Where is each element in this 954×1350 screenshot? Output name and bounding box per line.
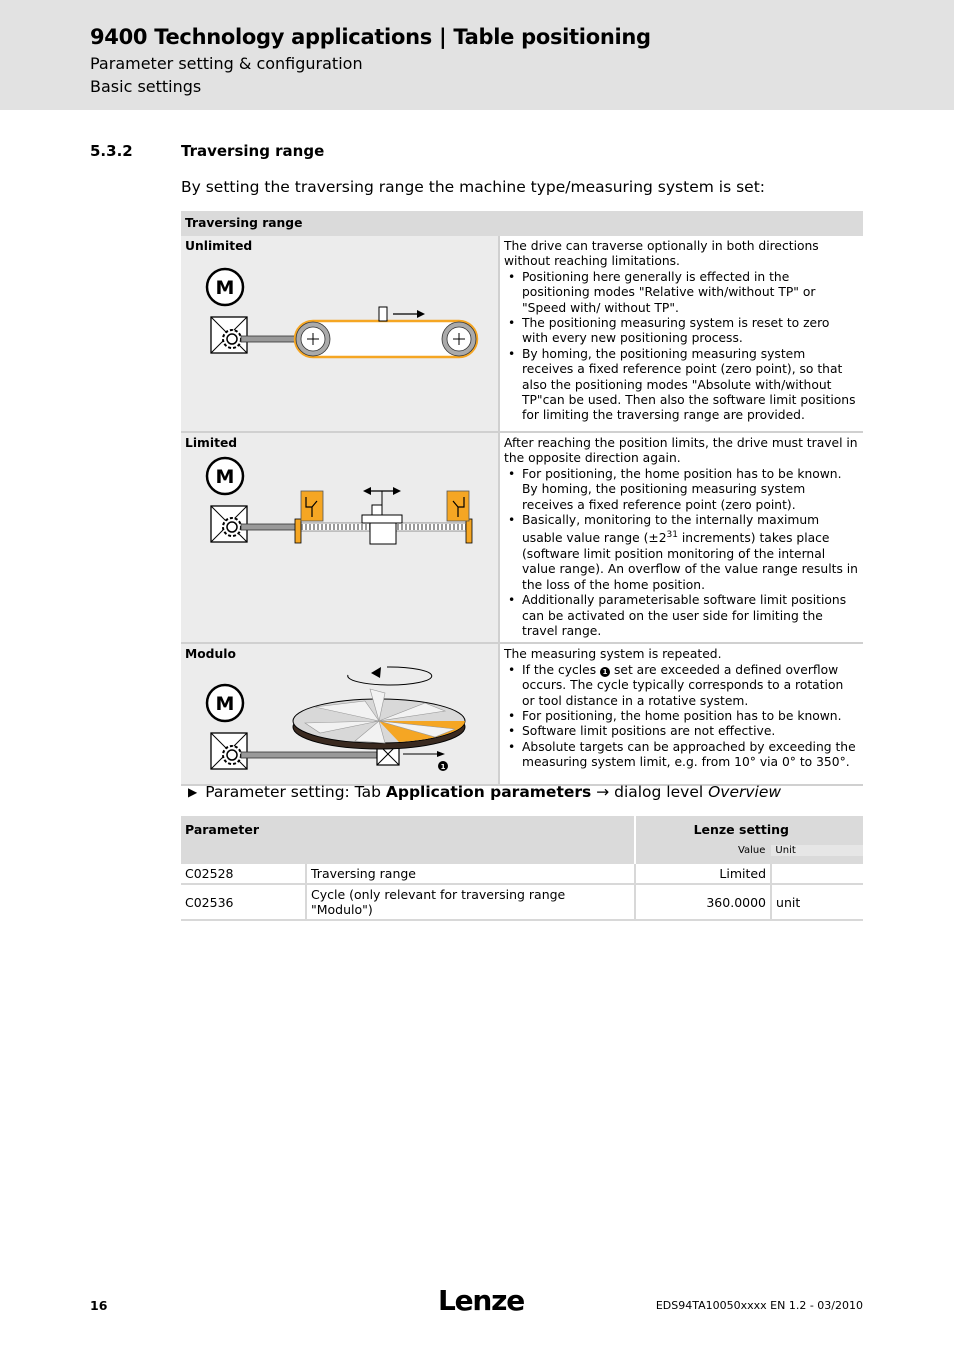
page-number: 16 (90, 1298, 108, 1313)
list-item: • For positioning, the home position has to be known. (522, 709, 859, 724)
overflow-marker-icon: 1 (600, 667, 610, 677)
modulo-intro: The measuring system is repeated. (504, 647, 722, 662)
overflow-marker-label: 1 (440, 762, 446, 771)
list-item: • Additionally parameterisable software limit positions can be activated on the user side for limiting the travel range. (522, 593, 859, 639)
row-label-limited: Limited (185, 436, 238, 450)
list-item: • For positioning, the home position has to be known. By homing, the positioning measuring system receives a fixed reference point (zero point). (522, 467, 859, 513)
col-parameter: Parameter (181, 816, 635, 864)
page-title: 9400 Technology applications | Table positioning (90, 25, 651, 49)
table-row (181, 884, 863, 920)
traversing-row-unlimited (181, 236, 863, 432)
motor-label: M (215, 466, 235, 489)
unlimited-intro: The drive can traverse optionally in both directions without reaching limitations. (504, 239, 819, 269)
tab-name: Application parameters (385, 783, 592, 801)
param-unit: unit (771, 884, 863, 920)
param-code: C02528 (181, 864, 306, 884)
document-id: EDS94TA10050xxxx EN 1.2 - 03/2010 (655, 1299, 863, 1312)
parameter-instruction: ▶ Parameter setting: Tab Application parameters → dialog level Overview (188, 783, 782, 801)
table-row (181, 864, 863, 884)
arrow-right-icon: → (596, 783, 610, 801)
motor-label: M (215, 692, 235, 715)
parameter-table-header (181, 816, 863, 864)
list-item: • Software limit positions are not effective. (522, 724, 859, 739)
page-subtitle-section: Basic settings (90, 77, 202, 96)
traversing-row-modulo (181, 643, 863, 785)
traversing-row-limited (181, 432, 863, 643)
list-item: • Positioning here generally is effected in the positioning modes "Relative with/without TP" or "Speed with/ without TP". (522, 270, 859, 316)
traversing-table-header (181, 211, 863, 236)
col-unit: Unit (771, 845, 863, 856)
list-item: • Basically, monitoring to the internally maximum usable value range ($\pm 2^{31}$ increments) takes place (software limit position monitoring of the internal value range). An overflow of the value range results in the loss of the home position. (522, 513, 859, 593)
parameter-table (181, 816, 863, 921)
list-item: • Absolute targets can be approached by exceeding the measuring system limit, e.g. from 10° via 0° to 350°. (522, 740, 859, 771)
traversing-table-header-label: Traversing range (181, 211, 863, 236)
limited-spindle-diagram-icon (185, 451, 485, 611)
traversing-range-table (181, 211, 863, 786)
col-lenze-setting: Lenze setting (693, 822, 790, 837)
param-name: Traversing range (306, 864, 635, 884)
row-label-unlimited: Unlimited (185, 239, 253, 253)
param-value: Limited (635, 864, 771, 884)
limited-bullet-list (504, 467, 859, 640)
modulo-bullet-list (504, 663, 859, 771)
section-title: Traversing range (181, 142, 325, 160)
page-header (0, 0, 954, 110)
param-code: C02536 (181, 884, 306, 920)
param-name: Cycle (only relevant for traversing range "Modulo") (306, 884, 635, 920)
motor-label: M (215, 277, 235, 300)
section-intro: By setting the traversing range the machine type/measuring system is set: (181, 178, 765, 196)
limited-intro: After reaching the position limits, the drive must travel in the opposite direction again. (504, 436, 858, 466)
lenze-logo: Lenze (438, 1284, 525, 1317)
param-unit (771, 864, 863, 884)
page-subtitle-chapter: Parameter setting & configuration (90, 54, 363, 73)
param-value: 360.0000 (635, 884, 771, 920)
list-item: • The positioning measuring system is reset to zero with every new positioning process. (522, 316, 859, 347)
dialog-level: Overview (708, 783, 782, 801)
modulo-rotary-table-diagram-icon (185, 663, 485, 779)
col-value: Value (737, 845, 766, 856)
unlimited-belt-diagram-icon (185, 254, 485, 414)
list-item: • If the cycles 1 set are exceeded a defined overflow occurs. The cycle typically corresponds to a rotation or tool distance in a rotative system. (522, 663, 859, 709)
row-label-modulo: Modulo (185, 647, 236, 662)
list-item: • By homing, the positioning measuring system receives a fixed reference point (zero point), so that also the positioning modes "Absolute with/without TP"can be used. Then also the software limit positions for limiting the traversing range are provided. (522, 347, 859, 424)
unlimited-bullet-list (504, 270, 859, 424)
triangle-right-icon: ▶ (188, 785, 198, 799)
section-number: 5.3.2 (90, 142, 133, 160)
